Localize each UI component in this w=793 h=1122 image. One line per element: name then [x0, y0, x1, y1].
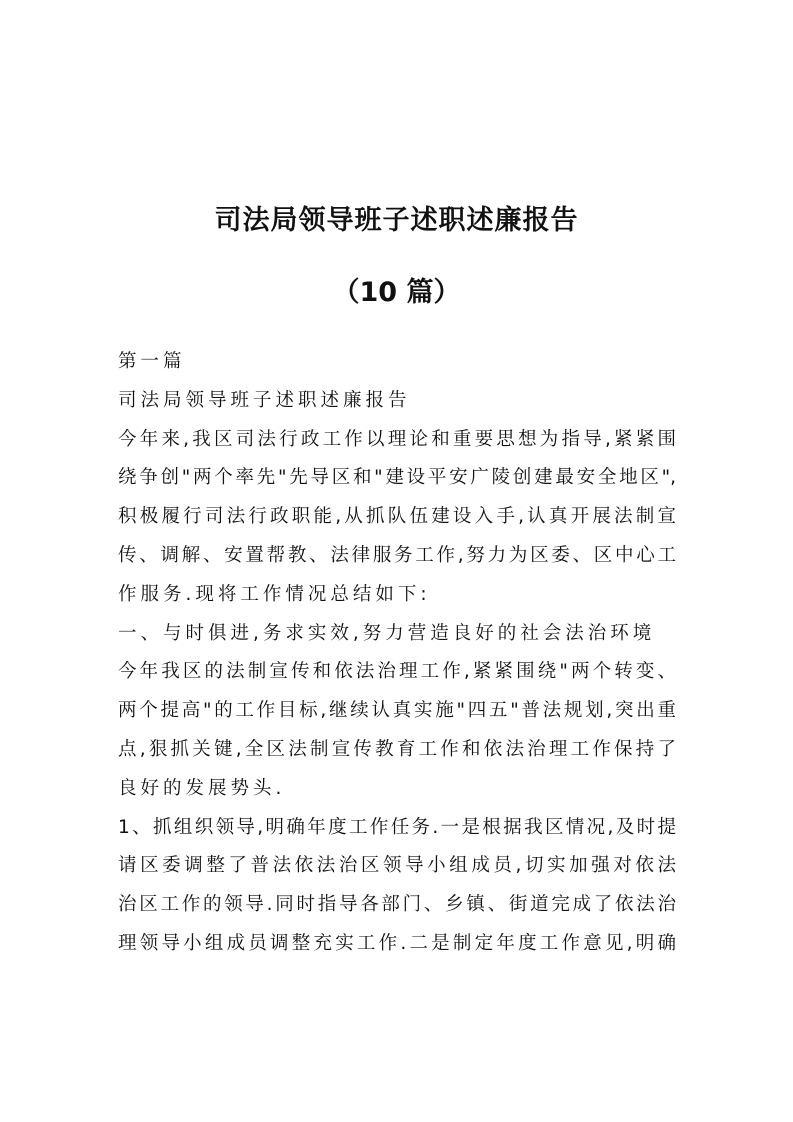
text-line: 两个提高"的工作目标,继续认真实施"四五"普法规划,突出重 — [118, 700, 676, 722]
text-line: 绕争创"两个率先"先导区和"建设平安广陵创建最安全地区", — [118, 467, 676, 489]
text-line: 理领导小组成员调整充实工作.二是制定年度工作意见,明确 — [118, 932, 676, 954]
text-line: 今年我区的法制宣传和依法治理工作,紧紧围绕"两个转变、 — [118, 661, 676, 683]
text-line: 治区工作的领导.同时指导各部门、乡镇、街道完成了依法治 — [118, 894, 676, 916]
text-line: 传、调解、安置帮教、法律服务工作,努力为区委、区中心工 — [118, 544, 676, 566]
text-line: 一、与时俱进,务求实效,努力营造良好的社会法治环境 — [118, 622, 656, 644]
document-title: 司法局领导班子述职述廉报告 — [214, 205, 579, 236]
text-line: 请区委调整了普法依法治区领导小组成员,切实加强对依法 — [118, 855, 676, 877]
text-line: 第一篇 — [118, 351, 186, 372]
text-line: 积极履行司法行政职能,从抓队伍建设入手,认真开展法制宣 — [118, 506, 676, 528]
text-line: 作服务.现将工作情况总结如下: — [118, 583, 431, 605]
text-line: 今年来,我区司法行政工作以理论和重要思想为指导,紧紧围 — [118, 428, 676, 450]
text-line: 1、抓组织领导,明确年度工作任务.一是根据我区情况,及时提 — [118, 816, 676, 838]
text-line: 司法局领导班子述职述廉报告 — [118, 389, 411, 411]
text-line: 良好的发展势头. — [118, 777, 286, 799]
text-line: 点,狠抓关键,全区法制宣传教育工作和依法治理工作保持了 — [118, 738, 676, 760]
document-body — [118, 343, 676, 964]
document-subtitle: （10 篇） — [332, 277, 461, 308]
